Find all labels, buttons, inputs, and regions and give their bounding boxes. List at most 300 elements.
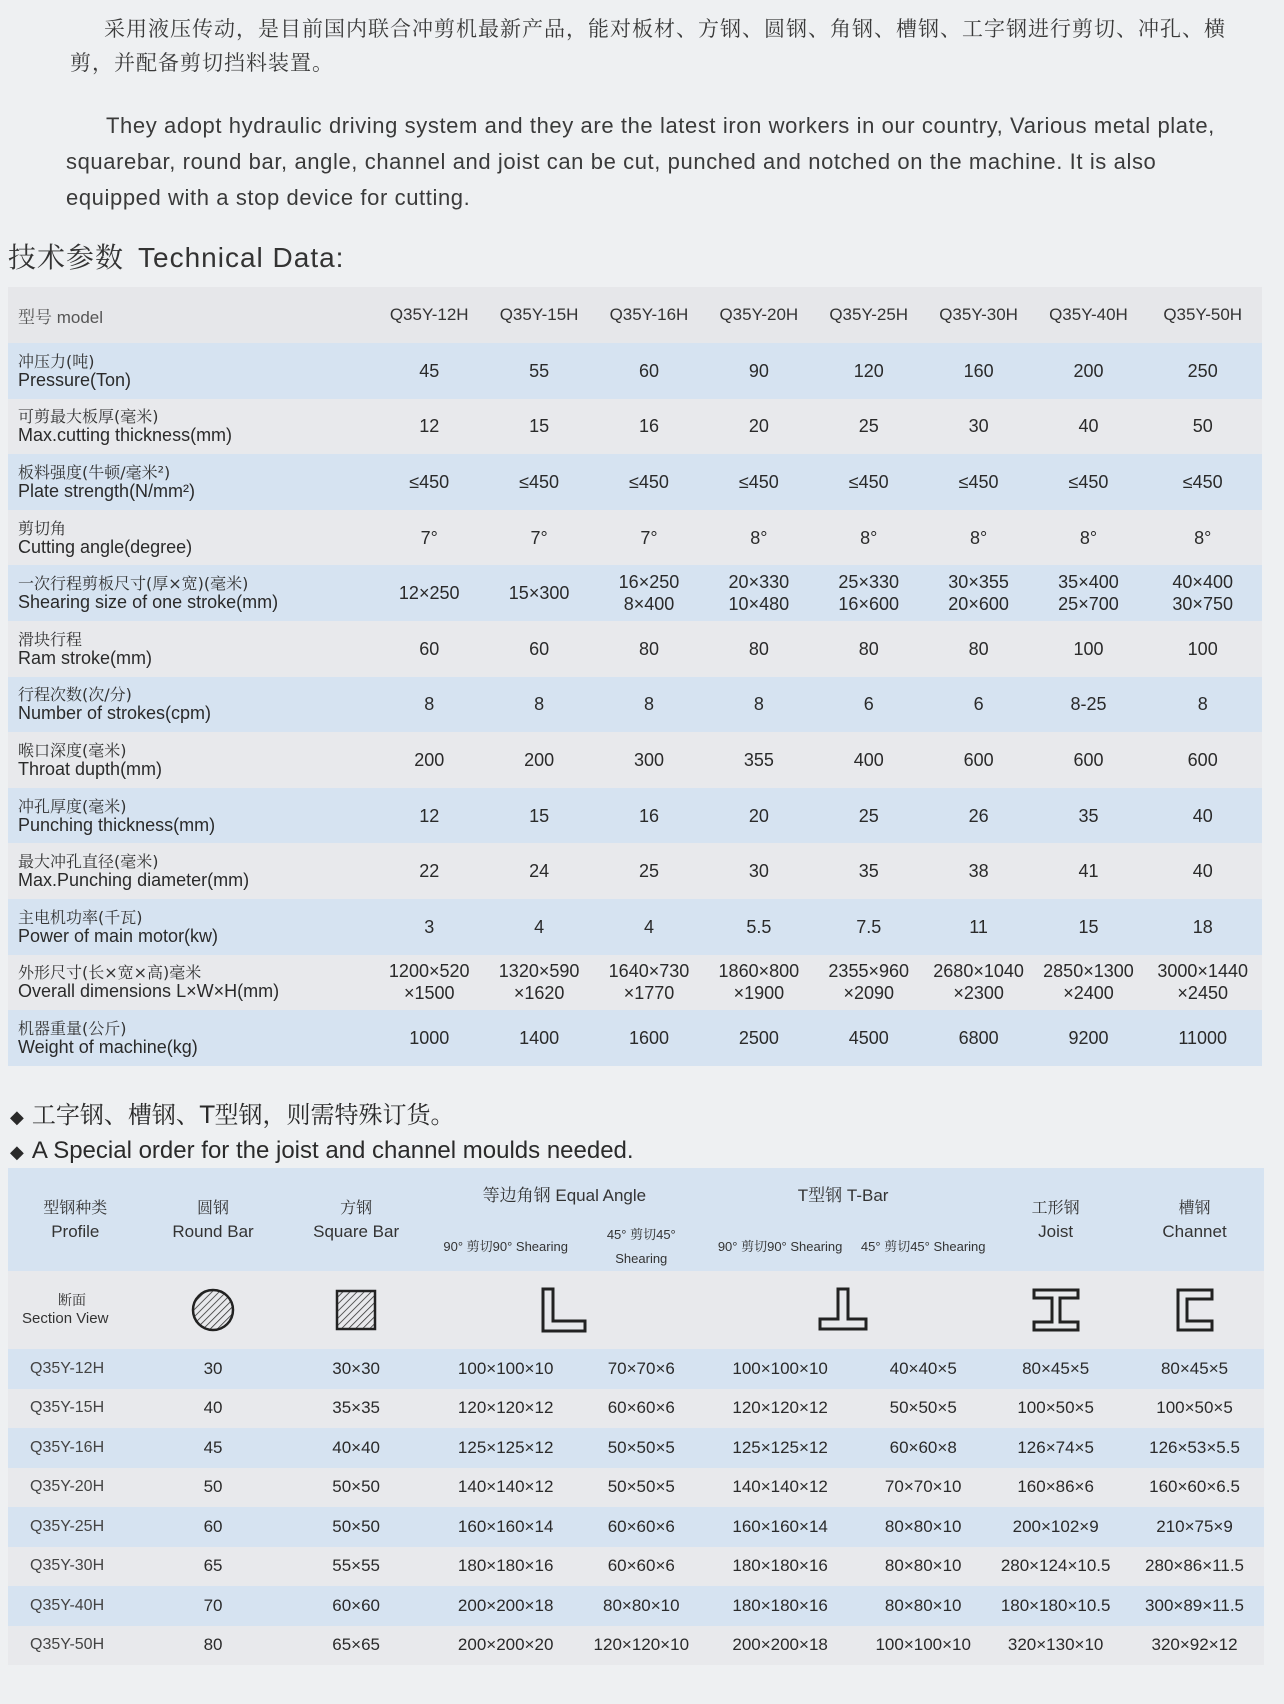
value-line: 300 bbox=[633, 749, 664, 770]
value-line: 250 bbox=[1187, 360, 1218, 381]
value-line: 3 bbox=[424, 916, 435, 937]
value-line: 25 bbox=[858, 416, 879, 437]
value-line: 16×250 bbox=[618, 572, 680, 593]
value-line: ≤450 bbox=[629, 471, 669, 492]
value-line: 30×355 bbox=[948, 572, 1009, 593]
value-line: 1400 bbox=[519, 1027, 560, 1048]
value-line: 8 bbox=[1197, 694, 1208, 715]
profile-row bbox=[8, 1349, 1264, 1389]
profile-row bbox=[8, 1507, 1264, 1547]
tbar-45-shearing-header: 45° 剪切45° Shearing bbox=[860, 1239, 986, 1254]
parameter-label-en: Punching thickness(mm) bbox=[18, 814, 216, 835]
profile-value: 120×120×10 bbox=[593, 1635, 690, 1655]
parameter-value bbox=[374, 732, 484, 788]
parameter-label-cn: 行程次数(次/分) bbox=[18, 685, 132, 705]
angle-90-shearing-header: 90° 剪切90° Shearing bbox=[443, 1239, 568, 1254]
profile-value: 50×50×5 bbox=[607, 1477, 675, 1497]
channel-header: 槽钢 Channet bbox=[1162, 1197, 1227, 1241]
parameter-value bbox=[924, 343, 1034, 399]
technical-row bbox=[8, 399, 1262, 455]
technical-header-row bbox=[8, 287, 1262, 343]
profile-row bbox=[8, 1547, 1264, 1587]
parameter-value bbox=[594, 955, 704, 1011]
joist-section-icon bbox=[986, 1271, 1125, 1349]
profile-value: 40×40 bbox=[332, 1437, 381, 1457]
parameter-label-cn: 主电机功率(千瓦) bbox=[18, 907, 143, 927]
profile-model: Q35Y-20H bbox=[30, 1478, 105, 1496]
profile-model: Q35Y-16H bbox=[30, 1438, 105, 1456]
profile-value: 50×50 bbox=[332, 1477, 381, 1497]
value-line: 7° bbox=[640, 527, 658, 548]
technical-row bbox=[8, 899, 1262, 955]
value-line: 8° bbox=[750, 527, 768, 548]
parameter-label-en: Cutting angle(degree) bbox=[18, 536, 193, 557]
parameter-label bbox=[8, 565, 374, 621]
parameter-label bbox=[8, 621, 374, 677]
value-line: 1640×730 bbox=[608, 961, 690, 982]
value-line: 2850×1300 bbox=[1043, 961, 1134, 982]
value-line: 20 bbox=[748, 416, 769, 437]
profile-header-row bbox=[8, 1168, 1264, 1223]
parameter-value bbox=[594, 399, 704, 455]
parameter-label-en: Max.cutting thickness(mm) bbox=[18, 425, 233, 446]
value-line: 40 bbox=[1192, 861, 1213, 882]
profile-value: 126×74×5 bbox=[1017, 1437, 1094, 1457]
value-line: 60 bbox=[529, 638, 550, 659]
technical-row bbox=[8, 1010, 1262, 1066]
parameter-label-en: Pressure(Ton) bbox=[18, 369, 132, 390]
profile-value: 40 bbox=[203, 1398, 223, 1418]
profile-header: 型钢种类 Profile bbox=[43, 1197, 108, 1241]
value-line: 11000 bbox=[1178, 1027, 1228, 1048]
value-line: ≤450 bbox=[409, 471, 450, 492]
value-line: 10×480 bbox=[728, 594, 790, 615]
profile-model: Q35Y-25H bbox=[30, 1517, 105, 1535]
value-line: 35 bbox=[858, 861, 879, 882]
profile-model: Q35Y-50H bbox=[30, 1636, 105, 1654]
value-line: 8×400 bbox=[623, 594, 675, 615]
parameter-value bbox=[484, 621, 594, 677]
parameter-value bbox=[484, 899, 594, 955]
diamond-bullet-icon: ◆ bbox=[10, 1142, 24, 1162]
value-line: 80 bbox=[968, 638, 989, 659]
value-line: ≤450 bbox=[958, 471, 999, 492]
parameter-value bbox=[374, 454, 484, 510]
value-line: 22 bbox=[419, 861, 440, 882]
parameter-label-cn: 滑块行程 bbox=[18, 629, 83, 649]
model-name: Q35Y-16H bbox=[609, 305, 689, 324]
parameter-label bbox=[8, 510, 374, 566]
technical-data-title-cn: 技术参数 bbox=[8, 241, 125, 274]
parameter-value bbox=[1034, 343, 1144, 399]
parameter-value bbox=[814, 399, 924, 455]
model-name: Q35Y-15H bbox=[499, 305, 579, 324]
value-line: 60 bbox=[419, 638, 440, 659]
parameter-value bbox=[704, 788, 814, 844]
profile-value: 30×30 bbox=[332, 1358, 381, 1378]
profile-value: 120×120×12 bbox=[457, 1398, 554, 1418]
profile-value: 100×50×5 bbox=[1017, 1398, 1094, 1418]
profile-value: 80×45×5 bbox=[1022, 1358, 1090, 1378]
parameter-label bbox=[8, 399, 374, 455]
value-line: 90 bbox=[748, 360, 769, 381]
value-line: 24 bbox=[529, 861, 550, 882]
parameter-value bbox=[594, 621, 704, 677]
value-line: 2500 bbox=[738, 1027, 779, 1048]
profile-value: 180×180×16 bbox=[732, 1556, 828, 1576]
parameter-label bbox=[8, 899, 374, 955]
value-line: 5.5 bbox=[746, 916, 772, 937]
t-bar-section-icon bbox=[700, 1271, 986, 1349]
profile-value: 100×100×10 bbox=[875, 1635, 971, 1655]
value-line: 8° bbox=[1079, 527, 1098, 548]
parameter-value bbox=[1143, 732, 1262, 788]
technical-row bbox=[8, 510, 1262, 566]
profile-value: 40×40×5 bbox=[889, 1358, 957, 1378]
technical-row bbox=[8, 732, 1262, 788]
value-line: 16×600 bbox=[838, 594, 899, 615]
value-line: 60 bbox=[638, 360, 659, 381]
parameter-value bbox=[374, 955, 484, 1011]
value-line: 12 bbox=[419, 805, 440, 826]
parameter-value bbox=[814, 843, 924, 899]
value-line: ×2090 bbox=[843, 983, 894, 1004]
parameter-value bbox=[594, 343, 704, 399]
parameter-label-cn: 板料强度(牛顿/毫米²) bbox=[18, 462, 171, 482]
parameter-value bbox=[374, 621, 484, 677]
parameter-value bbox=[1143, 955, 1262, 1011]
technical-data-title-en: Technical Data: bbox=[138, 242, 345, 273]
parameter-value bbox=[374, 843, 484, 899]
value-line: 15 bbox=[529, 805, 550, 826]
profile-value: 125×125×12 bbox=[732, 1437, 828, 1457]
parameter-value bbox=[1034, 732, 1144, 788]
profile-value: 320×92×12 bbox=[1151, 1635, 1238, 1655]
value-line: ×2450 bbox=[1177, 983, 1228, 1004]
diamond-bullet-icon: ◆ bbox=[10, 1107, 24, 1127]
parameter-value bbox=[814, 788, 924, 844]
parameter-value bbox=[814, 677, 924, 733]
value-line: 35×400 bbox=[1058, 572, 1119, 593]
profile-value: 45 bbox=[203, 1437, 223, 1457]
parameter-label-cn: 一次行程剪板尺寸(厚×宽)(毫米) bbox=[18, 574, 249, 594]
value-line: ≤450 bbox=[1182, 471, 1223, 492]
profile-value: 200×200×18 bbox=[732, 1635, 828, 1655]
parameter-value bbox=[704, 565, 814, 621]
profile-value: 80×80×10 bbox=[602, 1595, 680, 1615]
parameter-value bbox=[1034, 677, 1144, 733]
parameter-label bbox=[8, 732, 374, 788]
profile-model: Q35Y-15H bbox=[30, 1399, 105, 1417]
value-line: ≤450 bbox=[1068, 471, 1109, 492]
parameter-value bbox=[594, 677, 704, 733]
value-line: 200 bbox=[524, 749, 555, 770]
value-line: 1860×800 bbox=[718, 961, 800, 982]
value-line: 16 bbox=[638, 805, 659, 826]
equal-angle-header: 等边角钢 Equal Angle bbox=[482, 1185, 647, 1205]
parameter-value bbox=[484, 955, 594, 1011]
value-line: ≤450 bbox=[848, 471, 889, 492]
value-line: ×2400 bbox=[1063, 983, 1114, 1004]
parameter-value bbox=[594, 565, 704, 621]
parameter-value bbox=[374, 399, 484, 455]
technical-row bbox=[8, 343, 1262, 399]
profile-value: 80×80×10 bbox=[884, 1595, 962, 1615]
parameter-value bbox=[1143, 454, 1262, 510]
value-line: 26 bbox=[968, 805, 989, 826]
square-bar-section-icon bbox=[284, 1271, 429, 1349]
parameter-label-en: Weight of machine(kg) bbox=[18, 1036, 198, 1057]
parameter-value bbox=[704, 454, 814, 510]
channel-section-icon bbox=[1125, 1271, 1264, 1349]
technical-row bbox=[8, 843, 1262, 899]
value-line: 55 bbox=[529, 360, 550, 381]
profile-value: 60×60×6 bbox=[607, 1556, 675, 1576]
angle-45-shearing-header: 45° 剪切45° Shearing bbox=[606, 1227, 676, 1266]
value-line: 100 bbox=[1073, 638, 1104, 659]
parameter-value bbox=[924, 1010, 1034, 1066]
profile-value: 200×200×20 bbox=[457, 1635, 554, 1655]
model-name: Q35Y-20H bbox=[719, 305, 799, 324]
parameter-value bbox=[594, 843, 704, 899]
value-line: 8 bbox=[643, 694, 654, 715]
profile-value: 280×86×11.5 bbox=[1145, 1556, 1245, 1576]
parameter-value bbox=[704, 1010, 814, 1066]
value-line: 80 bbox=[858, 638, 879, 659]
section-view-row bbox=[8, 1271, 1264, 1349]
profile-value: 160×86×6 bbox=[1017, 1477, 1094, 1497]
profile-value: 100×50×5 bbox=[1156, 1398, 1233, 1418]
parameter-label-cn: 机器重量(公斤) bbox=[18, 1018, 127, 1038]
profile-value: 180×180×10.5 bbox=[1000, 1595, 1111, 1615]
parameter-value bbox=[704, 399, 814, 455]
parameter-value bbox=[704, 899, 814, 955]
section-view-label: 断面 Section View bbox=[22, 1293, 109, 1327]
parameter-value bbox=[484, 1010, 594, 1066]
value-line: 30 bbox=[748, 861, 769, 882]
profile-value: 160×160×14 bbox=[457, 1516, 554, 1536]
model-name: Q35Y-25H bbox=[829, 305, 909, 324]
technical-data-table bbox=[8, 287, 1262, 1066]
value-line: 200 bbox=[414, 749, 445, 770]
square-bar-header: 方钢 Square Bar bbox=[313, 1197, 400, 1241]
parameter-value bbox=[484, 788, 594, 844]
value-line: 7.5 bbox=[856, 916, 882, 937]
value-line: 7° bbox=[530, 527, 548, 548]
value-line: ≤450 bbox=[519, 471, 560, 492]
value-line: 4 bbox=[534, 916, 545, 937]
profile-value: 50×50×5 bbox=[889, 1398, 957, 1418]
parameter-value bbox=[704, 621, 814, 677]
value-line: 2355×960 bbox=[828, 961, 910, 982]
value-line: 16 bbox=[638, 416, 659, 437]
profile-value: 80 bbox=[203, 1635, 223, 1655]
value-line: 35 bbox=[1078, 805, 1099, 826]
technical-row bbox=[8, 565, 1262, 621]
value-line: 11 bbox=[969, 916, 988, 937]
joist-header: 工形钢 Joist bbox=[1031, 1197, 1080, 1241]
value-line: 600 bbox=[1073, 749, 1104, 770]
value-line: ×1620 bbox=[513, 983, 565, 1004]
profile-value: 140×140×12 bbox=[732, 1477, 828, 1497]
parameter-value bbox=[484, 843, 594, 899]
profile-table bbox=[8, 1168, 1264, 1665]
parameter-value bbox=[1034, 955, 1144, 1011]
parameter-value bbox=[1143, 677, 1262, 733]
value-line: 15×300 bbox=[508, 583, 570, 604]
profile-value: 35×35 bbox=[332, 1398, 381, 1418]
profile-value: 80×45×5 bbox=[1160, 1358, 1229, 1378]
parameter-label-en: Throat dupth(mm) bbox=[18, 758, 163, 779]
parameter-value bbox=[924, 843, 1034, 899]
value-line: 8° bbox=[860, 527, 878, 548]
profile-value: 280×124×10.5 bbox=[1000, 1556, 1111, 1576]
parameter-value bbox=[1143, 399, 1262, 455]
model-header: 型号 model bbox=[18, 307, 104, 327]
value-line: 6 bbox=[863, 694, 874, 715]
parameter-value bbox=[924, 677, 1034, 733]
parameter-value bbox=[814, 1010, 924, 1066]
parameter-label-cn: 喉口深度(毫米) bbox=[18, 740, 127, 760]
parameter-value bbox=[594, 1010, 704, 1066]
parameter-value bbox=[374, 510, 484, 566]
value-line: 8-25 bbox=[1070, 694, 1107, 715]
round-bar-header: 圆钢 Round Bar bbox=[172, 1197, 254, 1241]
parameter-label bbox=[8, 843, 374, 899]
value-line: 8 bbox=[424, 694, 435, 715]
parameter-value bbox=[1034, 565, 1144, 621]
parameter-value bbox=[1034, 454, 1144, 510]
parameter-value bbox=[704, 510, 814, 566]
parameter-value bbox=[1034, 788, 1144, 844]
profile-model: Q35Y-40H bbox=[30, 1596, 105, 1614]
parameter-label-en: Power of main motor(kw) bbox=[18, 925, 219, 946]
value-line: 25×700 bbox=[1058, 594, 1119, 615]
value-line: 600 bbox=[1187, 749, 1218, 770]
model-name: Q35Y-40H bbox=[1049, 305, 1128, 324]
parameter-value bbox=[594, 899, 704, 955]
parameter-label-cn: 外形尺寸(长×宽×高)毫米 bbox=[18, 963, 202, 983]
profile-value: 60×60 bbox=[332, 1595, 381, 1615]
parameter-value bbox=[1143, 788, 1262, 844]
technical-data-title bbox=[8, 236, 344, 276]
parameter-value bbox=[484, 565, 594, 621]
parameter-label-cn: 可剪最大板厚(毫米) bbox=[18, 407, 159, 427]
profile-value: 300×89×11.5 bbox=[1145, 1595, 1245, 1615]
value-line: 200 bbox=[1073, 360, 1104, 381]
value-line: 1320×590 bbox=[498, 961, 580, 982]
round-bar-section-icon bbox=[143, 1271, 284, 1349]
parameter-value bbox=[484, 732, 594, 788]
value-line: ×1500 bbox=[403, 983, 455, 1004]
value-line: 12 bbox=[419, 416, 440, 437]
parameter-value bbox=[924, 510, 1034, 566]
parameter-label-en: Number of strokes(cpm) bbox=[18, 703, 212, 724]
profile-value: 70×70×6 bbox=[607, 1358, 675, 1378]
parameter-value bbox=[1143, 343, 1262, 399]
equal-angle-section-icon bbox=[429, 1271, 700, 1349]
parameter-label bbox=[8, 454, 374, 510]
value-line: 15 bbox=[1078, 916, 1099, 937]
value-line: 15 bbox=[529, 416, 550, 437]
value-line: 1200×520 bbox=[388, 961, 470, 982]
parameter-value bbox=[374, 343, 484, 399]
value-line: 25 bbox=[858, 805, 879, 826]
special-order-note bbox=[10, 1098, 634, 1169]
value-line: 20×330 bbox=[728, 572, 790, 593]
value-line: 80 bbox=[748, 638, 769, 659]
value-line: 355 bbox=[743, 749, 774, 770]
parameter-value bbox=[814, 510, 924, 566]
parameter-label bbox=[8, 677, 374, 733]
profile-value: 80×80×10 bbox=[884, 1516, 962, 1536]
parameter-value bbox=[924, 899, 1034, 955]
parameter-value bbox=[924, 732, 1034, 788]
note-cn: 工字钢、槽钢、T型钢，则需特殊订货。 bbox=[31, 1101, 455, 1129]
technical-row bbox=[8, 454, 1262, 510]
t-bar-header: T型钢 T-Bar bbox=[797, 1185, 889, 1205]
profile-value: 160×60×6.5 bbox=[1149, 1477, 1240, 1497]
value-line: 8° bbox=[969, 527, 988, 548]
value-line: 50 bbox=[1192, 416, 1213, 437]
parameter-value bbox=[704, 843, 814, 899]
parameter-value bbox=[594, 510, 704, 566]
value-line: 8° bbox=[1194, 527, 1212, 548]
profile-value: 160×160×14 bbox=[732, 1516, 828, 1536]
profile-row bbox=[8, 1428, 1264, 1468]
parameter-value bbox=[814, 454, 924, 510]
profile-value: 65×65 bbox=[332, 1635, 381, 1655]
parameter-value bbox=[1034, 843, 1144, 899]
value-line: 12×250 bbox=[398, 583, 460, 604]
parameter-label bbox=[8, 788, 374, 844]
tbar-90-shearing-header: 90° 剪切90° Shearing bbox=[717, 1239, 843, 1254]
value-line: 25 bbox=[638, 861, 659, 882]
value-line: 40 bbox=[1078, 416, 1099, 437]
parameter-value bbox=[374, 788, 484, 844]
value-line: 20×600 bbox=[948, 594, 1009, 615]
profile-value: 70×70×10 bbox=[884, 1477, 962, 1497]
parameter-value bbox=[1034, 510, 1144, 566]
profile-value: 120×120×12 bbox=[732, 1398, 828, 1418]
profile-value: 180×180×16 bbox=[457, 1556, 554, 1576]
model-name: Q35Y-50H bbox=[1163, 305, 1243, 324]
parameter-label-cn: 冲孔厚度(毫米) bbox=[18, 796, 127, 816]
value-line: 1000 bbox=[409, 1027, 450, 1048]
parameter-label-cn: 剪切角 bbox=[18, 518, 67, 538]
value-line: 18 bbox=[1192, 916, 1213, 937]
profile-value: 60×60×8 bbox=[889, 1437, 957, 1457]
parameter-value bbox=[704, 955, 814, 1011]
parameter-value bbox=[1034, 621, 1144, 677]
parameter-value bbox=[704, 343, 814, 399]
profile-value: 125×125×12 bbox=[457, 1437, 554, 1457]
profile-value: 65 bbox=[203, 1556, 223, 1576]
profile-model: Q35Y-30H bbox=[30, 1557, 105, 1575]
parameter-label-en: Plate strength(N/mm²) bbox=[18, 480, 196, 501]
value-line: 25×330 bbox=[838, 572, 899, 593]
parameter-value bbox=[1034, 899, 1144, 955]
parameter-value bbox=[814, 732, 924, 788]
parameter-value bbox=[1143, 510, 1262, 566]
parameter-label-cn: 冲压力(吨) bbox=[18, 351, 95, 371]
parameter-label-en: Overall dimensions L×W×H(mm) bbox=[18, 981, 280, 1002]
value-line: ×1770 bbox=[623, 983, 675, 1004]
profile-value: 126×53×5.5 bbox=[1149, 1437, 1240, 1457]
value-line: 80 bbox=[638, 638, 659, 659]
value-line: 4500 bbox=[848, 1027, 889, 1048]
parameter-label bbox=[8, 1010, 374, 1066]
